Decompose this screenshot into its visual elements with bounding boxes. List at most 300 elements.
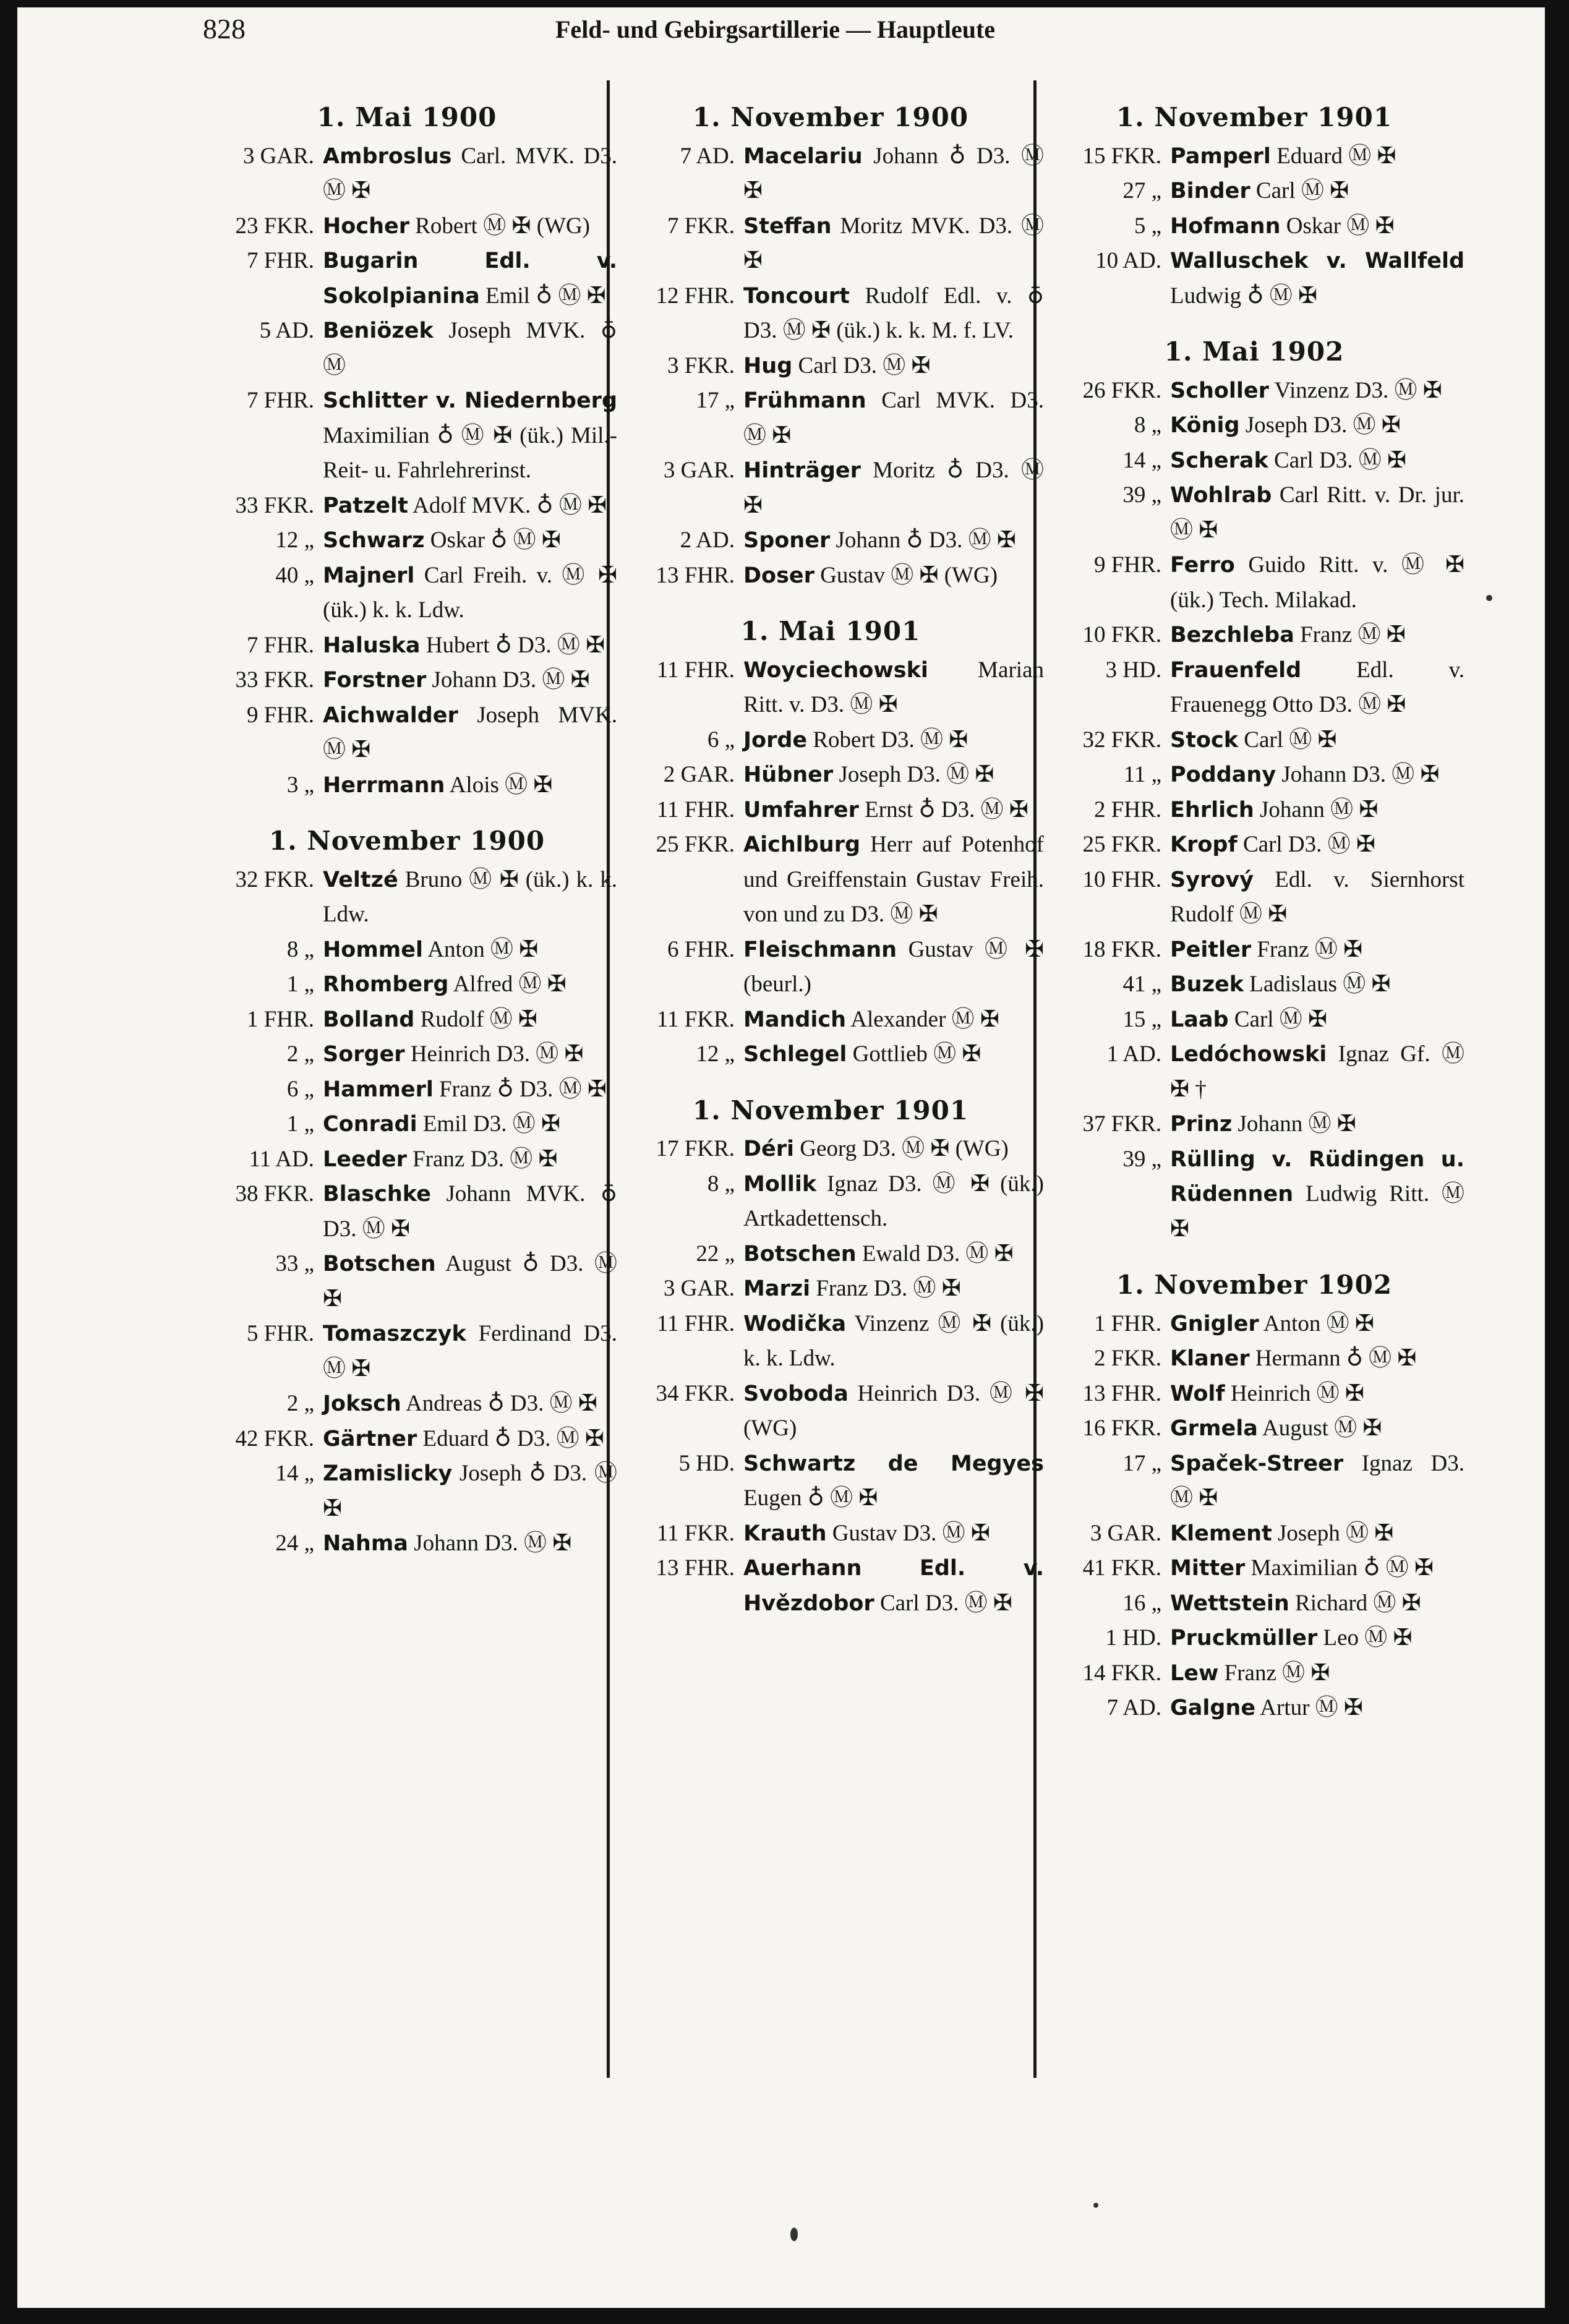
ink-speck: [1486, 595, 1492, 601]
officer-details: Franz D3. Ⓜ ✠: [406, 1146, 558, 1172]
officer-surname: Scherak: [1170, 448, 1268, 473]
roster-entry: [1044, 758, 1464, 793]
regiment-number: 33 „: [275, 1251, 314, 1276]
regiment-number: 9 FHR.: [247, 702, 314, 728]
officer-surname: Leeder: [323, 1147, 407, 1172]
regiment-number: 38 FKR.: [235, 1181, 314, 1207]
officer-name: [1170, 1691, 1464, 1726]
officer-details: Johann MVK. ♁ D3. Ⓜ ✠: [323, 1181, 617, 1242]
officer-surname: Nahma: [323, 1531, 408, 1556]
officer-name: [743, 209, 1044, 279]
roster-entry: [197, 663, 617, 698]
officer-details: Marian Ritt. v. D3. Ⓜ ✠: [743, 657, 1044, 717]
officer-surname: Laab: [1170, 1007, 1229, 1032]
officer-details: Carl D3. Ⓜ ✠: [1268, 447, 1406, 473]
officer-name: [1170, 1107, 1464, 1142]
officer-surname: Aichwalder: [323, 703, 458, 728]
regiment-number: 11 FHR.: [656, 797, 735, 822]
regiment-number: 1 FHR.: [1094, 1310, 1161, 1336]
roster-entry: [617, 1446, 1044, 1516]
regiment-number: 7 FHR.: [247, 388, 314, 413]
roster-entry: [617, 1037, 1044, 1072]
officer-details: Eugen ♁ Ⓜ ✠: [743, 1485, 878, 1511]
officer-details: Franz D3. Ⓜ ✠: [810, 1276, 961, 1301]
officer-details: Ludwig Ritt. Ⓜ ✠: [1170, 1181, 1464, 1242]
regiment-number: 9 FHR.: [1094, 552, 1161, 578]
officer-details: Vinzenz D3. Ⓜ ✠: [1268, 377, 1442, 403]
regiment-number: 8 „: [286, 936, 314, 962]
officer-details: Franz Ⓜ ✠: [1294, 622, 1406, 647]
officer-details: Edl. v. Siernhorst Rudolf Ⓜ ✠: [1170, 866, 1464, 927]
roster-entry: [617, 523, 1044, 558]
officer-surname: Klaner: [1170, 1346, 1250, 1371]
officer-details: Leo Ⓜ ✠: [1317, 1625, 1413, 1651]
officer-name: [1170, 1551, 1464, 1586]
roster-entry: [1044, 618, 1464, 653]
roster-entry: [617, 1002, 1044, 1038]
officer-name: [323, 558, 617, 628]
roster-entry: [1044, 1377, 1464, 1412]
regiment-number: 1 HD.: [1105, 1625, 1161, 1651]
regiment-number: 3 GAR.: [242, 143, 314, 169]
regiment-number: 17 „: [1122, 1450, 1161, 1476]
regiment-number: 1 „: [286, 1111, 314, 1137]
regiment-number: 3 FKR.: [667, 352, 735, 378]
roster-entry: [1044, 1037, 1464, 1107]
officer-surname: Bolland: [323, 1007, 415, 1032]
officer-surname: Beniözek: [323, 318, 434, 343]
officer-surname: Ehrlich: [1170, 797, 1254, 822]
officer-name: [743, 933, 1044, 1002]
officer-name: [323, 663, 617, 698]
roster-entry: [617, 558, 1044, 594]
regiment-number: 12 „: [275, 528, 314, 553]
roster-entry: [197, 1002, 617, 1038]
officer-details: Vinzenz Ⓜ ✠ (ük.) k. k. Ldw.: [743, 1310, 1044, 1371]
officer-name: [1170, 1037, 1464, 1107]
officer-surname: Zamislicky: [323, 1461, 453, 1486]
officer-name: [323, 1142, 617, 1177]
officer-name: [323, 244, 617, 314]
regiment-number: 11 FHR.: [656, 657, 735, 683]
officer-surname: Ambroslus: [323, 143, 452, 169]
regiment-number: 12 „: [696, 1041, 735, 1067]
officer-details: Hermann ♁ Ⓜ ✠: [1249, 1346, 1417, 1371]
officer-surname: Déri: [743, 1137, 795, 1161]
officer-name: [743, 1037, 1044, 1072]
roster-entry: [197, 489, 617, 524]
officer-surname: Botschen: [743, 1241, 857, 1267]
officer-surname: Prinz: [1170, 1112, 1233, 1137]
officer-details: Artur Ⓜ ✠: [1255, 1695, 1363, 1720]
officer-surname: Hofmann: [1170, 213, 1281, 239]
regiment-number: 34 FKR.: [656, 1380, 735, 1406]
officer-name: [1170, 723, 1464, 758]
officer-surname: Gärtner: [323, 1426, 417, 1451]
officer-surname: Hammerl: [323, 1077, 434, 1102]
roster-entry: [1044, 1656, 1464, 1691]
regiment-number: 10 AD.: [1095, 248, 1161, 273]
officer-name: [323, 1247, 617, 1317]
regiment-number: 2 FKR.: [1094, 1346, 1161, 1371]
regiment-number: 18 FKR.: [1082, 936, 1161, 962]
regiment-number: 22 „: [696, 1241, 735, 1267]
regiment-number: 2 AD.: [680, 528, 735, 553]
roster-entry: [197, 314, 617, 383]
regiment-number: 16 FKR.: [1082, 1416, 1161, 1441]
roster-entry: [197, 863, 617, 933]
regiment-number: 11 FKR.: [656, 1006, 735, 1032]
officer-details: Guido Ritt. v. Ⓜ ✠ (ük.) Tech. Milakad.: [1170, 552, 1464, 613]
roster-entry: [197, 558, 617, 628]
regiment-number: 13 FHR.: [656, 562, 735, 588]
roster-entry: [617, 933, 1044, 1002]
officer-details: Johann ♁ D3. Ⓜ ✠: [743, 143, 1044, 203]
officer-surname: Sponer: [743, 528, 831, 553]
officer-name: [743, 139, 1044, 209]
regiment-number: 2 „: [286, 1041, 314, 1067]
officer-name: [1170, 1142, 1464, 1247]
regiment-number: 15 „: [1122, 1006, 1161, 1032]
officer-details: Carl MVK. D3. Ⓜ ✠: [743, 388, 1044, 448]
officer-name: [1170, 1002, 1464, 1038]
officer-name: [323, 383, 617, 489]
officer-surname: Frühmann: [743, 388, 866, 413]
officer-details: Hubert ♁ D3. Ⓜ ✠: [420, 632, 605, 658]
officer-details: Gustav Ⓜ ✠ (beurl.): [743, 936, 1044, 997]
officer-name: [743, 383, 1044, 453]
regiment-number: 1 FHR.: [247, 1006, 314, 1032]
roster-entry: [1044, 1107, 1464, 1142]
officer-surname: Bezchleba: [1170, 623, 1294, 647]
roster-entry: [617, 1516, 1044, 1552]
officer-name: [1170, 1307, 1464, 1342]
roster-entry: [1044, 408, 1464, 443]
officer-surname: Toncourt: [743, 283, 850, 309]
officer-details: August Ⓜ ✠: [1257, 1416, 1382, 1441]
officer-details: Franz Ⓜ ✠: [1251, 936, 1363, 962]
officer-surname: Galgne: [1170, 1696, 1256, 1720]
officer-surname: Schlitter v. Niedernberg: [323, 388, 617, 413]
roster-entry: [1044, 1341, 1464, 1377]
officer-surname: Herrmann: [323, 772, 445, 798]
regiment-number: 33 FKR.: [235, 492, 314, 518]
officer-name: [743, 279, 1044, 349]
roster-entry: [1044, 1002, 1464, 1038]
officer-name: [323, 1037, 617, 1072]
roster-entry: [1044, 1586, 1464, 1621]
officer-name: [323, 139, 617, 209]
officer-name: [1170, 793, 1464, 828]
regiment-number: 13 FHR.: [1082, 1380, 1161, 1406]
regiment-number: 11 FKR.: [656, 1520, 735, 1546]
roster-entry: [197, 698, 617, 768]
officer-surname: Mollik: [743, 1171, 817, 1197]
roster-entry: [617, 349, 1044, 384]
roster-entry: [197, 1456, 617, 1526]
officer-surname: Doser: [743, 563, 814, 588]
roster-entry: [197, 1526, 617, 1561]
regiment-number: 14 „: [275, 1461, 314, 1486]
officer-surname: Botschen: [323, 1252, 436, 1276]
officer-surname: Wolf: [1170, 1381, 1225, 1406]
officer-details: Carl Ⓜ ✠: [1228, 1006, 1328, 1032]
officer-surname: Aichlburg: [743, 832, 861, 857]
roster-entry: [197, 1317, 617, 1386]
roster-entry: [1044, 653, 1464, 723]
roster-entry: [1044, 548, 1464, 618]
officer-details: Anton Ⓜ ✠: [1259, 1310, 1374, 1336]
officer-surname: Syrový: [1170, 867, 1254, 892]
officer-name: [743, 1167, 1044, 1237]
regiment-number: 40 „: [275, 562, 314, 588]
officer-surname: Wettstein: [1170, 1591, 1289, 1616]
officer-surname: Ledóchowski: [1170, 1042, 1327, 1067]
officer-name: [323, 523, 617, 558]
officer-name: [1170, 827, 1464, 863]
officer-name: [323, 314, 617, 383]
regiment-number: 10 FKR.: [1082, 622, 1161, 647]
officer-details: Carl Ⓜ ✠: [1238, 727, 1337, 753]
officer-details: Ewald D3. Ⓜ ✠: [856, 1241, 1014, 1267]
roster-entry: [1044, 1691, 1464, 1726]
officer-name: [1170, 408, 1464, 443]
regiment-number: 41 FKR.: [1082, 1555, 1161, 1581]
regiment-number: 6 „: [286, 1076, 314, 1102]
officer-details: Carl D3. Ⓜ ✠: [1237, 832, 1375, 857]
officer-details: Edl. v. Frauenegg Otto D3. Ⓜ ✠: [1170, 657, 1464, 717]
officer-details: Richard Ⓜ ✠: [1289, 1590, 1421, 1616]
roster-entry: [617, 383, 1044, 453]
officer-surname: Veltzé: [323, 867, 398, 892]
roster-entry: [197, 383, 617, 489]
regiment-number: 5 AD.: [259, 318, 314, 343]
officer-surname: Woyciechowski: [743, 657, 928, 683]
regiment-number: 12 FHR.: [656, 283, 735, 309]
officer-surname: Haluska: [323, 633, 421, 658]
officer-surname: Peitler: [1170, 937, 1252, 962]
roster-entry: [1044, 1142, 1464, 1247]
officer-name: [1170, 1446, 1464, 1516]
roster-entry: [197, 1422, 617, 1457]
regiment-number: 23 FKR.: [235, 213, 314, 239]
roster-entry: [617, 1237, 1044, 1272]
officer-surname: Schwarz: [323, 528, 425, 553]
regiment-number: 5 FHR.: [247, 1321, 314, 1346]
officer-details: Herr auf Potenhof und Greiffenstain Gustav Freih. von und zu D3. Ⓜ ✠: [743, 832, 1044, 927]
officer-surname: König: [1170, 413, 1240, 438]
regiment-number: 5 „: [1134, 213, 1161, 239]
regiment-number: 5 HD.: [678, 1450, 735, 1476]
regiment-number: 26 FKR.: [1082, 377, 1161, 403]
officer-surname: Hinträger: [743, 458, 861, 483]
officer-surname: Poddany: [1170, 763, 1276, 787]
regiment-number: 2 FHR.: [1094, 797, 1161, 822]
regiment-number: 2 „: [286, 1391, 314, 1416]
regiment-number: 25 FKR.: [1082, 832, 1161, 857]
regiment-number: 39 „: [1122, 1146, 1161, 1172]
officer-details: Ferdinand D3. Ⓜ ✠: [323, 1321, 617, 1382]
regiment-number: 37 FKR.: [1082, 1111, 1161, 1137]
promotion-date-heading: 1. November 1900: [692, 102, 969, 132]
roster-entry: [1044, 1621, 1464, 1656]
roster-entry: [197, 1107, 617, 1142]
officer-name: [323, 698, 617, 768]
roster-entry: [1044, 478, 1464, 548]
officer-surname: Hug: [743, 353, 793, 378]
officer-details: Joseph ♁ D3. Ⓜ ✠: [323, 1461, 617, 1521]
promotion-date-heading: 1. November 1902: [1116, 1270, 1393, 1300]
officer-details: Carl Ⓜ ✠: [1250, 178, 1349, 203]
officer-details: Carl. MVK. D3. Ⓜ ✠: [323, 143, 617, 203]
regiment-number: 8 „: [1134, 412, 1161, 438]
officer-name: [323, 489, 617, 524]
roster-entry: [1044, 1307, 1464, 1342]
regiment-number: 3 „: [286, 772, 314, 798]
roster-entry: [1044, 244, 1464, 314]
regiment-number: 14 „: [1122, 447, 1161, 473]
ink-speck: [1093, 2203, 1098, 2208]
officer-details: Ernst ♁ D3. Ⓜ ✠: [858, 797, 1028, 822]
officer-name: [743, 1307, 1044, 1377]
officer-name: [323, 1002, 617, 1038]
officer-name: [743, 1446, 1044, 1516]
officer-name: [1170, 244, 1464, 314]
roster-entry: [1044, 1446, 1464, 1516]
officer-name: [743, 1377, 1044, 1446]
officer-name: [323, 967, 617, 1002]
officer-surname: Blaschke: [323, 1182, 431, 1207]
officer-name: [1170, 1411, 1464, 1446]
officer-surname: Frauenfeld: [1170, 657, 1302, 683]
officer-name: [323, 1317, 617, 1386]
officer-details: Carl Ritt. v. Dr. jur. Ⓜ ✠: [1170, 482, 1464, 543]
roster-entry: [1044, 967, 1464, 1002]
officer-name: [323, 1107, 617, 1142]
officer-details: Joseph D3. Ⓜ ✠: [833, 762, 994, 787]
officer-surname: Fleischmann: [743, 937, 897, 962]
page-header: [17, 7, 1545, 51]
roster-entry: [197, 967, 617, 1002]
officer-details: Anton Ⓜ ✠: [423, 936, 539, 962]
officer-name: [323, 933, 617, 968]
regiment-number: 14 FKR.: [1082, 1660, 1161, 1686]
officer-details: Franz Ⓜ ✠: [1218, 1660, 1330, 1686]
officer-name: [323, 628, 617, 664]
officer-details: Joseph MVK. Ⓜ ✠: [323, 702, 617, 763]
officer-name: [323, 768, 617, 803]
officer-surname: Svoboda: [743, 1381, 849, 1406]
officer-details: Alfred Ⓜ ✠: [448, 972, 566, 997]
regiment-number: 7 FKR.: [667, 213, 735, 239]
regiment-number: 2 GAR.: [663, 762, 735, 787]
officer-surname: Umfahrer: [743, 797, 859, 822]
roster-entry: [1044, 139, 1464, 174]
officer-surname: Spaček-Streer: [1170, 1451, 1344, 1476]
officer-name: [1170, 548, 1464, 618]
roster-entry: [617, 1377, 1044, 1446]
officer-surname: Schwartz de Megyes: [743, 1451, 1044, 1476]
roster-entry: [197, 1177, 617, 1247]
officer-surname: Macelariu: [743, 143, 863, 169]
regiment-number: 7 AD.: [1106, 1695, 1161, 1720]
regiment-number: 10 FHR.: [1082, 866, 1161, 892]
officer-surname: Lew: [1170, 1660, 1219, 1686]
roster-entry: [197, 1386, 617, 1422]
officer-name: [1170, 863, 1464, 933]
officer-details: Georg D3. Ⓜ ✠ (WG): [794, 1136, 1009, 1161]
officer-details: Gustav D3. Ⓜ ✠: [826, 1520, 990, 1546]
regiment-number: 11 FHR.: [656, 1310, 735, 1336]
roster-entry: [197, 1247, 617, 1317]
officer-name: [323, 209, 617, 244]
promotion-date-heading: 1. November 1901: [1116, 102, 1393, 132]
roster-entry: [617, 1271, 1044, 1307]
officer-surname: Walluschek v. Wallfeld: [1170, 249, 1464, 273]
regiment-number: 7 FHR.: [247, 632, 314, 658]
officer-details: Rudolf Edl. v. ♁ D3. Ⓜ ✠ (ük.) k. k. M. f. LV.: [743, 283, 1044, 343]
officer-surname: Stock: [1170, 727, 1239, 753]
regiment-number: 39 „: [1122, 482, 1161, 508]
roster-entry: [197, 768, 617, 803]
regiment-number: 32 FKR.: [1082, 727, 1161, 753]
officer-surname: Buzek: [1170, 972, 1244, 997]
officer-surname: Krauth: [743, 1521, 827, 1546]
roster-entry: [617, 1551, 1044, 1621]
regiment-number: 3 GAR.: [663, 1276, 735, 1301]
officer-name: [743, 758, 1044, 793]
officer-surname: Tomaszczyk: [323, 1322, 466, 1346]
officer-details: Franz ♁ D3. Ⓜ ✠: [433, 1076, 607, 1102]
officer-name: [1170, 653, 1464, 723]
officer-surname: Pruckmüller: [1170, 1626, 1318, 1651]
officer-surname: Kropf: [1170, 832, 1238, 857]
officer-details: Johann D3. Ⓜ ✠: [1276, 762, 1440, 787]
officer-name: [1170, 174, 1464, 209]
roster-entry: [197, 139, 617, 209]
regiment-number: 7 AD.: [680, 143, 735, 169]
roster-entry: [197, 1072, 617, 1108]
officer-details: Ludwig ♁ Ⓜ ✠: [1170, 283, 1317, 309]
officer-details: Johann D3. Ⓜ ✠: [408, 1531, 572, 1556]
officer-name: [323, 1177, 617, 1247]
officer-details: Johann D3. Ⓜ ✠: [426, 667, 590, 693]
officer-surname: Scholler: [1170, 378, 1269, 403]
officer-name: [323, 863, 617, 933]
roster-entry: [1044, 793, 1464, 828]
officer-surname: Majnerl: [323, 563, 415, 588]
officer-name: [323, 1526, 617, 1561]
promotion-date-heading: 1. November 1901: [692, 1095, 969, 1126]
roster-entry: [197, 628, 617, 664]
roster-entry: [617, 1307, 1044, 1377]
officer-surname: Bugarin Edl. v. Sokolpianina: [323, 249, 617, 309]
officer-details: Robert D3. Ⓜ ✠: [807, 727, 968, 753]
roster-entry: [197, 244, 617, 314]
officer-details: August ♁ D3. Ⓜ ✠: [323, 1251, 617, 1312]
officer-name: [323, 1456, 617, 1526]
roster-entry: [197, 1142, 617, 1177]
roster-entry: [1044, 1411, 1464, 1446]
roster-entry: [197, 933, 617, 968]
officer-details: Carl D3. Ⓜ ✠: [792, 352, 931, 378]
roster-entry: [617, 653, 1044, 723]
officer-surname: Hübner: [743, 763, 834, 787]
officer-details: Carl D3. Ⓜ ✠: [874, 1590, 1012, 1616]
officer-surname: Grmela: [1170, 1416, 1258, 1441]
officer-name: [1170, 374, 1464, 409]
officer-details: Johann Ⓜ ✠: [1232, 1111, 1356, 1137]
